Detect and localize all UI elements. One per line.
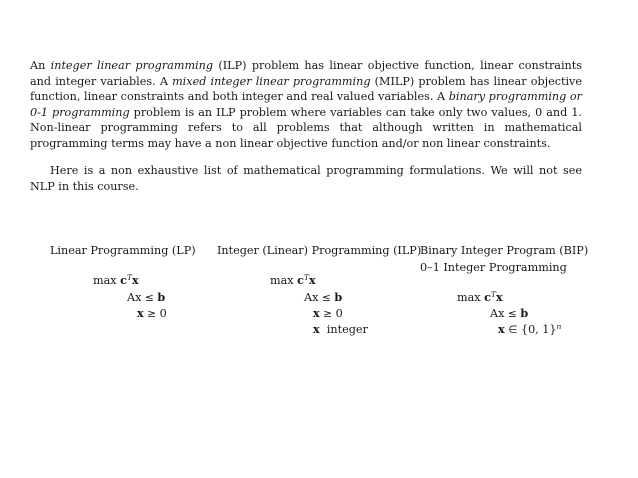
intro-paragraph xyxy=(30,58,582,152)
ilp-objective xyxy=(270,272,316,289)
ilp-constraint-integer xyxy=(313,321,368,338)
ilp-constraint-ax xyxy=(304,289,342,306)
constraint-rhs: 0 xyxy=(159,307,167,320)
lp-objective xyxy=(93,272,139,289)
overview-paragraph xyxy=(30,163,582,194)
intro-text: (ILP) problem has linear objective function, linear constraints and integer variables. A xyxy=(30,59,583,88)
term-milp: mixed integer linear programming xyxy=(172,74,371,88)
bip-subtitle: 0–1 Integer Programming xyxy=(420,261,567,274)
binary-set: {0, 1} xyxy=(520,323,557,336)
ilp-constraint-nonneg xyxy=(313,305,343,322)
vector-c: c xyxy=(484,290,491,304)
leq-symbol: ≤ xyxy=(144,292,154,304)
leq-symbol: ≤ xyxy=(321,292,331,304)
constraint-lhs: x xyxy=(498,322,505,336)
constraint-lhs: x xyxy=(313,306,320,320)
intro-text: problem is an ILP problem where variables can take only two values, 0 and 1. Non-linear programming refers to all problems that although written in mathematical programming terms may have a non linear objective function and/or non linear constraints. xyxy=(30,105,582,150)
bip-objective xyxy=(457,289,503,306)
max-keyword: max xyxy=(457,291,481,304)
constraint-rhs: b xyxy=(334,290,343,304)
constraint-lhs: Ax xyxy=(490,307,505,320)
leq-symbol: ≤ xyxy=(507,308,517,320)
transpose-mark: T xyxy=(126,273,132,282)
set-power-n: n xyxy=(556,322,562,331)
intro-text: An xyxy=(30,59,51,72)
overview-text: Here is a non exhaustive list of mathematical programming formulations. We will not see NLP in this course. xyxy=(30,164,582,193)
constraint-lhs: Ax xyxy=(304,291,319,304)
element-of-symbol: ∈ xyxy=(508,324,518,336)
constraint-lhs: Ax xyxy=(127,291,142,304)
lp-constraint-ax xyxy=(127,289,165,306)
constraint-lhs: x xyxy=(137,306,144,320)
max-keyword: max xyxy=(270,274,294,287)
vector-c: c xyxy=(297,273,304,287)
intro-text: (MILP) problem has linear objective function, linear constraints and both integer and real valued variables. A xyxy=(30,74,582,104)
transpose-mark: T xyxy=(490,290,496,299)
constraint-rhs: b xyxy=(157,290,166,304)
max-keyword: max xyxy=(93,274,117,287)
vector-c: c xyxy=(120,273,127,287)
bip-title: Binary Integer Program (BIP) xyxy=(420,244,589,257)
vector-x: x xyxy=(131,273,139,287)
ilp-title: Integer (Linear) Programming (ILP) xyxy=(217,244,422,257)
term-ilp: integer linear programming xyxy=(50,59,214,72)
vector-x: x xyxy=(495,290,503,304)
lp-constraint-nonneg xyxy=(137,305,167,322)
bip-constraint-ax xyxy=(490,305,528,322)
geq-symbol: ≥ xyxy=(147,308,157,320)
lp-title: Linear Programming (LP) xyxy=(50,244,196,257)
constraint-lhs: x xyxy=(313,322,320,336)
bip-constraint-binary xyxy=(498,321,561,338)
geq-symbol: ≥ xyxy=(323,308,333,320)
term-binary-programming: binary programming or 0-1 programming xyxy=(30,90,582,119)
constraint-rhs: b xyxy=(520,306,529,320)
transpose-mark: T xyxy=(303,273,309,282)
integer-keyword: integer xyxy=(326,323,368,336)
constraint-rhs: 0 xyxy=(335,307,343,320)
vector-x: x xyxy=(308,273,316,287)
